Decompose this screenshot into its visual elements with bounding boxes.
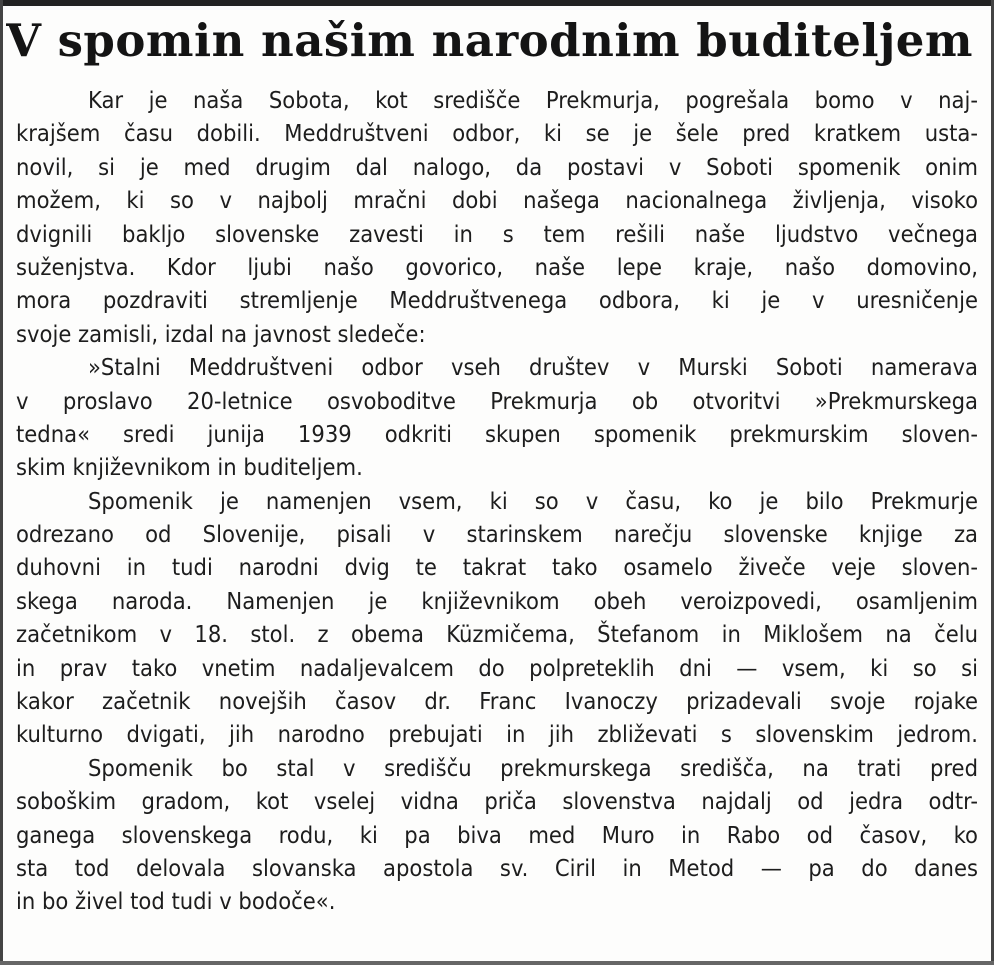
- paragraph-1-line: mora pozdraviti stremljenje Meddruštvenega odbora, ki je v uresničenje: [16, 286, 978, 315]
- paragraph-1-line: dvignili bakljo slovenske zavesti in s tem rešili naše ljudstvo večnega: [16, 219, 978, 248]
- paragraph-2-line: tedna« sredi junija 1939 odkriti skupen spomenik prekmurskim sloven-: [16, 419, 978, 448]
- article-body: [16, 84, 978, 919]
- paragraph-2-line: skim književnikom in buditeljem.: [16, 453, 363, 482]
- paragraph-4-line: in bo živel tod tudi v bodoče«.: [16, 887, 336, 916]
- paragraph-4-line: ganega slovenskega rodu, ki pa biva med Muro in Rabo od časov, ko: [16, 820, 978, 849]
- paragraph-4-line: sta tod delovala slovanska apostola sv. Ciril in Metod — pa do danes: [16, 853, 978, 882]
- left-border: [0, 0, 3, 965]
- paragraph-3-line: odrezano od Slovenije, pisali v starinskem narečju slovenske knjige za: [16, 520, 978, 549]
- bottom-border: [0, 961, 994, 965]
- paragraph-1-line: novil, si je med drugim dal nalogo, da postavi v Soboti spomenik onim: [16, 152, 978, 181]
- paragraph-3-line: kulturno dvigati, jih narodno prebujati in jih zbliževati s slovenskim jedrom.: [16, 720, 978, 749]
- paragraph-3-line: Spomenik je namenjen vsem, ki so v času, ko je bilo Prekmurje: [88, 486, 978, 515]
- paragraph-2-line: »Stalni Meddruštveni odbor vseh društev v Murski Soboti namerava: [88, 353, 978, 382]
- paragraph-4-line: Spomenik bo stal v središču prekmurskega središča, na trati pred: [88, 753, 978, 782]
- paragraph-3-line: duhovni in tudi narodni dvig te takrat tako osamelo živeče veje sloven-: [16, 553, 978, 582]
- paragraph-1-line: svoje zamisli, izdal na javnost sledeče:: [16, 319, 426, 348]
- paragraph-3-line: začetnikom v 18. stol. z obema Küzmičema, Štefanom in Miklošem na čelu: [16, 620, 978, 649]
- paragraph-3-line: in prav tako vnetim nadaljevalcem do polpreteklih dni — vsem, ki so si: [16, 653, 978, 682]
- paragraph-1-line: Kar je naša Sobota, kot središče Prekmurja, pogrešala bomo v naj-: [88, 86, 978, 114]
- paragraph-3-line: skega naroda. Namenjen je književnikom obeh veroizpovedi, osamljenim: [16, 586, 978, 615]
- paragraph-1-line: krajšem času dobili. Meddruštveni odbor, ki se je šele pred kratkem usta-: [16, 119, 978, 148]
- article-title: V spomin našim narodnim buditeljem: [6, 14, 974, 67]
- paragraph-4-line: soboškim gradom, kot vselej vidna priča slovenstva najdalj od jedra odtr-: [16, 787, 978, 816]
- paragraph-2-line: v proslavo 20-letnice osvoboditve Prekmurja ob otvoritvi »Prekmurskega: [16, 386, 978, 415]
- paragraph-1-line: možem, ki so v najbolj mračni dobi našega nacionalnega življenja, visoko: [16, 186, 978, 215]
- paragraph-1-line: suženjstva. Kdor ljubi našo govorico, naše lepe kraje, našo domovino,: [16, 252, 978, 281]
- paragraph-3-line: kakor začetnik novejših časov dr. Franc Ivanoczy prizadevali svoje rojake: [16, 687, 978, 716]
